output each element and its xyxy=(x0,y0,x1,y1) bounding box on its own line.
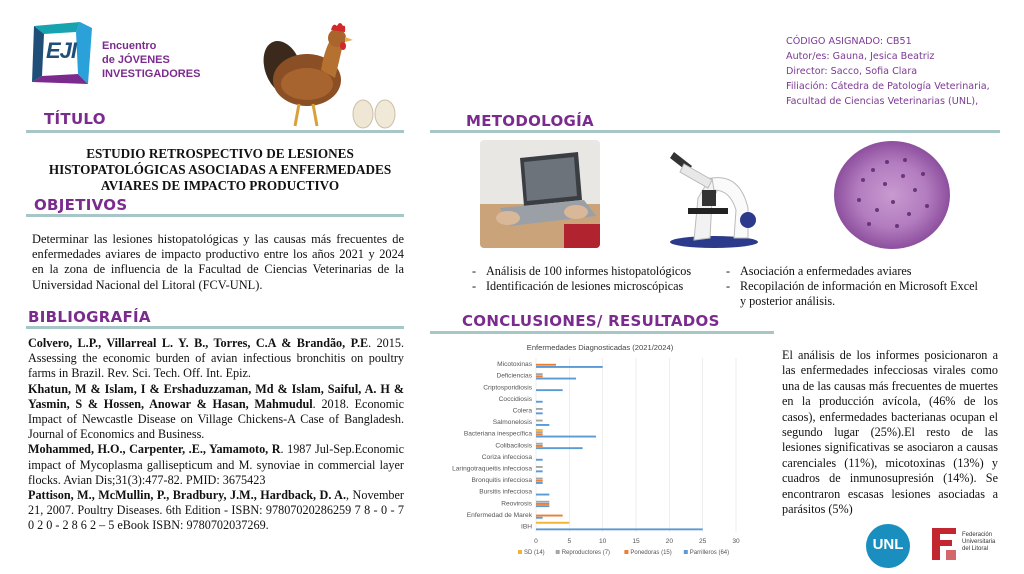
chart-bar xyxy=(536,420,543,422)
authors: Autor/es: Gauna, Jesica Beatriz xyxy=(786,51,935,62)
bibliografia-rule xyxy=(26,326,404,329)
reference-authors: Mohammed, H.O., Carpenter, .E., Yamamoto, R xyxy=(28,442,281,457)
y-category-label: Reovirosis xyxy=(501,500,532,508)
x-tick-label: 30 xyxy=(732,538,740,545)
y-category-label: Colibacilosis xyxy=(495,442,532,450)
fuv-line-2: Universitaria xyxy=(962,539,996,545)
chart-bar xyxy=(536,443,543,445)
chart-bar xyxy=(536,433,543,435)
metodologia-rule xyxy=(430,130,1000,133)
y-category-label: Deficiencias xyxy=(496,372,532,380)
bibliography-list xyxy=(28,336,404,534)
logo-line-3: INVESTIGADORES xyxy=(102,68,201,80)
method-bullet: - Análisis de 100 informes histopatológicos xyxy=(470,264,720,279)
assigned-code: CÓDIGO ASIGNADO: CB51 xyxy=(786,36,912,47)
event-logo xyxy=(30,20,200,86)
egg-2 xyxy=(375,100,395,128)
objetivos-text: Determinar las lesiones histopatológicas y las causas más frecuentes de enfermedades aviares de impacto productivo entre los años 2021 y 2024 en la zona de influencia de la Facultad de Ciencias Veterinarias de la Universidad Nacional del Litoral (FCV-UNL). xyxy=(32,232,404,292)
chart-bar xyxy=(536,505,549,507)
y-category-label: Salmonelosis xyxy=(492,419,532,427)
histology-photo xyxy=(833,140,951,250)
reference-authors: Colvero, L.P., Villarreal L. Y. B., Torres, C.A & Brandão, P.E xyxy=(28,336,369,350)
reference-details: . 2018. Economic Impact of Newcastle Disease on Village Chickens-A Case of Bangladesh. Journal of Economics and Business. xyxy=(28,396,404,442)
bibliografia-heading: BIBLIOGRAFÍA xyxy=(28,308,151,326)
y-category-label: Laringotraqueitis infecciosa xyxy=(452,465,532,473)
fuv-line-1: Federación xyxy=(962,532,993,538)
x-tick-label: 25 xyxy=(698,538,707,545)
chart-bar xyxy=(536,528,703,530)
reference-authors: Khatun, M & Islam, I & Ershaduzzaman, Md & Islam, Saiful, A. H & Yasmin, S & Hossen, Anowar & Hasan, Mahmudul xyxy=(28,381,404,411)
chart-bar xyxy=(536,375,543,377)
chart-bar xyxy=(536,445,543,447)
director: Director: Sacco, Sofia Clara xyxy=(786,66,918,77)
objetivos-heading: OBJETIVOS xyxy=(34,196,128,214)
y-category-label: Bronquitis infecciosa xyxy=(471,477,532,485)
reference-2 xyxy=(28,382,404,443)
chart-bar xyxy=(536,478,543,480)
legend-swatch xyxy=(624,550,628,554)
y-category-label: Bacteriana inespecífica xyxy=(463,430,532,438)
x-tick-label: 0 xyxy=(534,538,538,545)
chart-bar xyxy=(536,364,556,366)
chart-bar xyxy=(536,412,543,414)
x-tick-label: 10 xyxy=(598,538,607,545)
logo-line-2: de JÓVENES xyxy=(102,54,170,66)
x-tick-label: 20 xyxy=(665,538,674,545)
chart-bar xyxy=(536,522,569,524)
chart-bar xyxy=(536,517,543,519)
conclusiones-rule xyxy=(430,331,774,334)
reference-details: , November 21, 2007. Poultry Diseases. 6th Edition - ISBN: 97807020286259 7 8 - 0 - 7 0 2 0 - 2 8 6 2 – 5 eBook ISBN: 9780702037269. xyxy=(28,488,404,533)
submission-info xyxy=(786,34,1016,109)
reference-details: . 2015. Assessing the economic burden of avian infectious bronchitis on poultry farms in Brazil. Rev. Sci. Tech. Off. Int. Epiz. xyxy=(28,336,405,381)
reference-details: . 1987 Jul-Sep.Economic impact of Mycoplasma gallisepticum and M. synoviae in commercial layer flocks. Avian Dis;31(3):477-82. PMID: 3675423 xyxy=(28,442,404,487)
logo-line-1: Encuentro xyxy=(102,40,157,52)
chart-bar xyxy=(536,429,543,431)
fuv-logo-icon xyxy=(926,524,962,564)
eji-logo-mark: EJI xyxy=(46,38,77,63)
method-bullet: - Identificación de lesiones microscópicas xyxy=(470,279,720,294)
reference-4 xyxy=(28,488,404,534)
y-category-label: Micotoxinas xyxy=(497,361,532,369)
chart-bar xyxy=(536,389,563,391)
titulo-heading: TÍTULO xyxy=(44,110,106,128)
chart-bar xyxy=(536,378,576,380)
microscope-photo xyxy=(652,138,770,250)
reference-1 xyxy=(28,336,404,382)
hen-beak xyxy=(345,37,353,42)
y-category-label: IBH xyxy=(521,523,532,531)
y-category-label: Enfermedad de Marek xyxy=(466,511,532,519)
chart-bar xyxy=(536,480,543,482)
y-category-label: Coriza infecciosa xyxy=(481,453,532,461)
chart-bar xyxy=(536,482,543,484)
chart-bar xyxy=(536,431,543,433)
legend-label: Ponedoras (15) xyxy=(630,550,672,556)
x-tick-label: 5 xyxy=(567,538,572,545)
chart-bar xyxy=(536,501,549,503)
affiliation-line-1: Filiación: Cátedra de Patología Veterinaria, xyxy=(786,81,990,92)
chart-bar xyxy=(536,466,543,468)
y-category-label: Coccidiosis xyxy=(498,395,532,403)
legend-swatch xyxy=(556,550,560,554)
chart-bar xyxy=(536,366,603,368)
method-bullet: - Asociación a enfermedades aviares xyxy=(724,264,984,279)
legend-label: Reproductores (7) xyxy=(561,550,611,556)
poster-title: ESTUDIO RETROSPECTIVO DE LESIONES HISTOPATOLÓGICAS ASOCIADAS A ENFERMEDADES AVIARES DE IMPACTO PRODUCTIVO xyxy=(48,146,392,193)
chart-bar xyxy=(536,373,543,375)
diseases-bar-chart xyxy=(430,336,774,562)
legend-label: Parrilleros (64) xyxy=(689,550,730,556)
titulo-rule xyxy=(26,130,404,133)
x-tick-label: 15 xyxy=(632,538,640,545)
chart-bar xyxy=(536,459,543,461)
chart-bar xyxy=(536,470,543,472)
conclusiones-text: El análisis de los informes posicionaron a las enfermedades infecciosas virales como una de las causas más frecuentes de muertes en la producción avícola, (46% de los casos), enfermedades bacterianas ocupan el segundo lugar (25%).El resto de las lesiones significativas se asociaron a causas carenciales (11%), micotoxinas (13%) y cuadros de inmunosupresión (14%). Se encontraron escasas lesiones asociadas a parásitos (5%) xyxy=(782,348,998,517)
chart-bar xyxy=(536,408,543,410)
y-category-label: Bursitis infecciosa xyxy=(479,488,532,496)
hen-with-eggs-image xyxy=(255,18,405,133)
chart-bar xyxy=(536,494,549,496)
chart-bar xyxy=(536,436,596,438)
fuv-line-3: del Litoral xyxy=(962,546,989,552)
fuv-logo-text xyxy=(962,532,995,553)
conclusiones-heading: CONCLUSIONES/ RESULTADOS xyxy=(462,312,720,330)
affiliation-line-2: Facultad de Ciencias Veterinarias (UNL), xyxy=(786,96,979,107)
unl-logo xyxy=(866,524,910,568)
chart-bar xyxy=(536,447,583,449)
legend-label: SD (14) xyxy=(524,550,545,556)
chart-bar xyxy=(536,503,549,505)
objetivos-rule xyxy=(26,214,404,217)
chart-bar xyxy=(536,424,549,426)
metodologia-bullets-left xyxy=(470,264,720,294)
legend-swatch xyxy=(684,550,688,554)
metodologia-bullets-right xyxy=(724,264,984,309)
chart-title: Enfermedades Diagnosticadas (2021/2024) xyxy=(526,343,674,352)
y-category-label: Criptosporidiosis xyxy=(483,384,532,392)
method-bullet: - Recopilación de información en Microsoft Excel y posterior análisis. xyxy=(724,279,984,309)
legend-swatch xyxy=(518,550,522,554)
laptop-photo xyxy=(480,140,600,248)
chart-bar xyxy=(536,401,543,403)
metodologia-heading: METODOLOGÍA xyxy=(466,112,594,130)
reference-3 xyxy=(28,442,404,488)
reference-authors: Pattison, M., McMullin, P., Bradbury, J.M., Hardback, D. A. xyxy=(28,488,347,503)
unl-logo-text: UNL xyxy=(872,536,904,553)
egg-1 xyxy=(353,100,373,128)
chart-bar xyxy=(536,515,563,517)
y-category-label: Colera xyxy=(512,407,532,415)
